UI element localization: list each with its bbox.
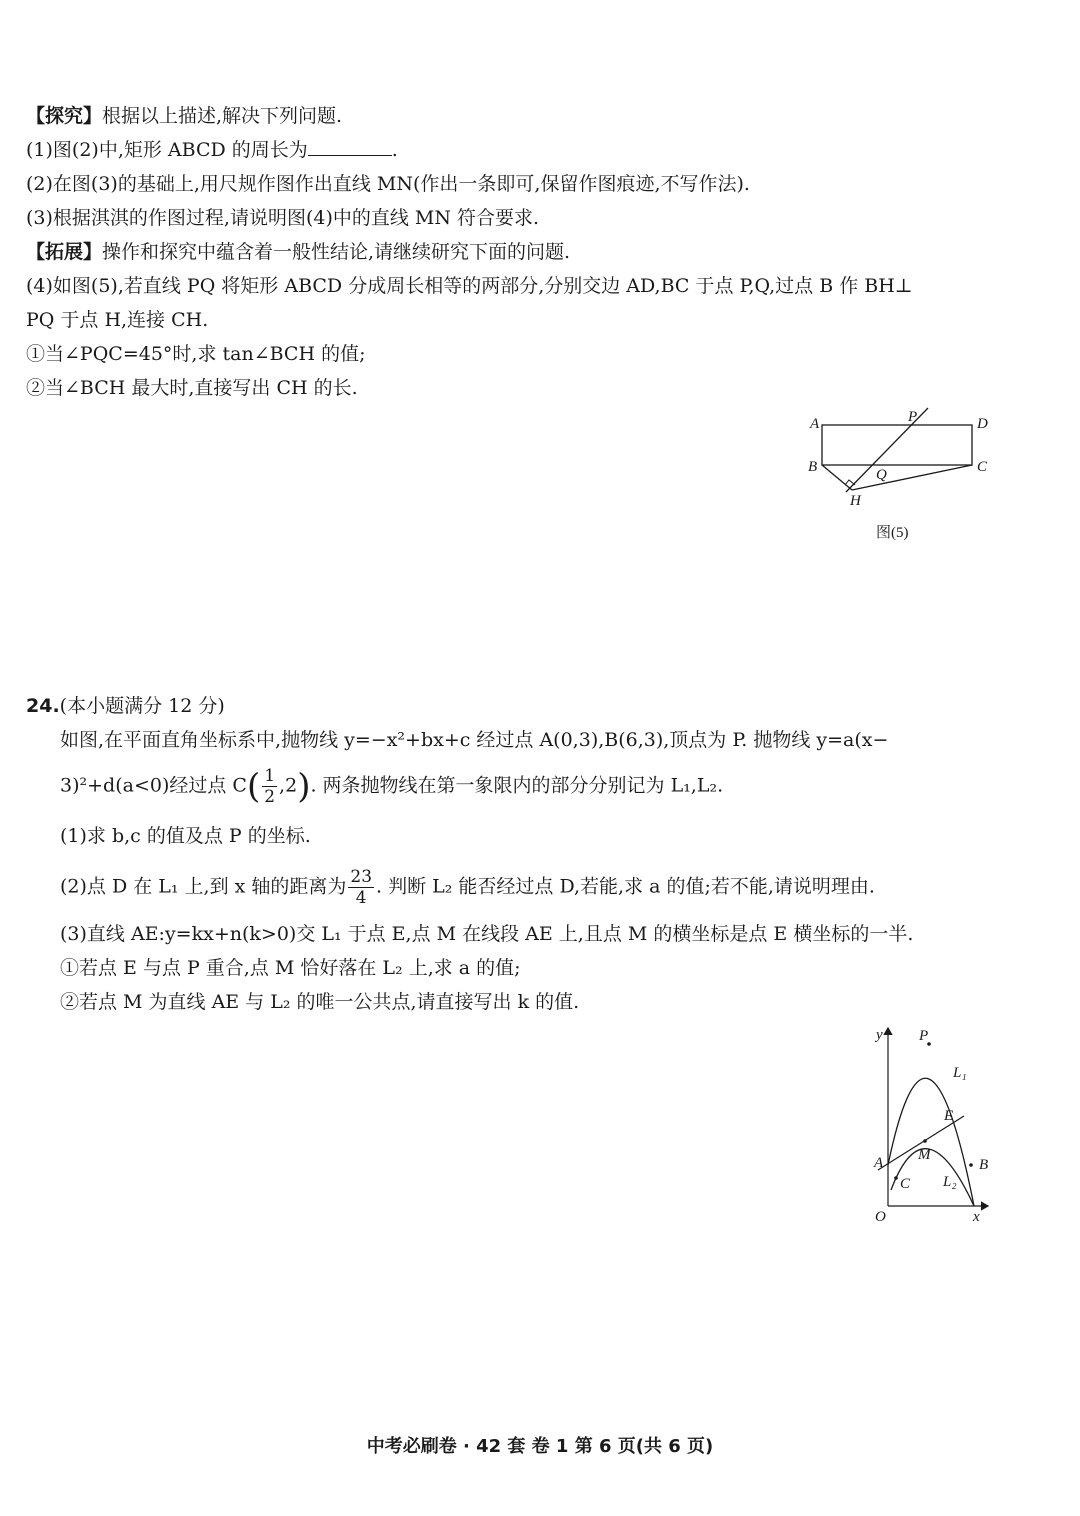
q24-stem2c: . 两条抛物线在第一象限内的部分分别记为 L₁,L₂. <box>310 774 724 797</box>
q24-part-3a: ①若点 E 与点 P 重合,点 M 恰好落在 L₂ 上,求 a 的值; <box>60 957 521 979</box>
q1-prefix: (1)图(2)中,矩形 ABCD 的周长为 <box>26 139 308 161</box>
label-b24: B <box>979 1157 989 1173</box>
point-c <box>894 1176 898 1180</box>
q24-stem2b: ,2 <box>279 774 298 797</box>
q24-score: (本小题满分 12 分) <box>59 695 225 717</box>
extend-intro-line <box>26 239 570 265</box>
point-b <box>969 1163 973 1167</box>
q24-part-3: (3)直线 AE:y=kx+n(k>0)交 L₁ 于点 E,点 M 在线段 AE 上,且点 M 的横坐标是点 E 横坐标的一半. <box>60 923 914 945</box>
q24-p2b: . 判断 L₂ 能否经过点 D,若能,求 a 的值;若不能,请说明理由. <box>376 875 875 898</box>
answer-blank <box>308 137 392 156</box>
right-paren: ) <box>297 766 311 807</box>
fraction-c-x <box>262 766 277 807</box>
label-p: P <box>908 409 918 425</box>
label-q: Q <box>876 467 887 483</box>
label-m: M <box>918 1147 931 1163</box>
q24-stem-line2 <box>60 766 723 807</box>
point-m <box>923 1139 927 1143</box>
label-c: C <box>977 459 988 475</box>
fraction-c-num: 1 <box>264 766 276 786</box>
extend-intro: 操作和探究中蕴含着一般性结论,请继续研究下面的问题. <box>102 241 571 263</box>
figure-5-caption: 图(5) <box>876 525 909 541</box>
label-h: H <box>850 493 861 509</box>
label-p24: P <box>919 1028 929 1044</box>
fraction-c-den: 2 <box>264 787 276 807</box>
question-2: (2)在图(3)的基础上,用尺规作图作出直线 MN(作出一条即可,保留作图痕迹,不写作法). <box>26 173 750 195</box>
question-4-line2: PQ 于点 H,连接 CH. <box>26 309 209 331</box>
rectangle-abcd <box>822 425 972 465</box>
q24-header <box>26 693 225 719</box>
fraction-d <box>348 867 374 908</box>
label-a24: A <box>874 1155 884 1171</box>
label-l2: L₂ <box>943 1174 957 1190</box>
label-d: D <box>977 416 988 432</box>
fraction-d-num: 23 <box>350 867 373 887</box>
label-a: A <box>810 416 820 432</box>
label-y: y <box>876 1027 883 1043</box>
page-footer: 中考必刷卷 · 42 套 卷 1 第 6 页(共 6 页) <box>366 1436 714 1457</box>
q24-stem-line1: 如图,在平面直角坐标系中,抛物线 y=−x²+bx+c 经过点 A(0,3),B(6,3),顶点为 P. 抛物线 y=a(x− <box>60 729 889 751</box>
q24-part-3b: ②若点 M 为直线 AE 与 L₂ 的唯一公共点,请直接写出 k 的值. <box>60 991 580 1013</box>
right-angle-mark <box>845 480 855 485</box>
label-e: E <box>944 1108 954 1124</box>
q24-number: 24. <box>26 695 60 717</box>
label-b: B <box>808 459 818 475</box>
question-4-line1: (4)如图(5),若直线 PQ 将矩形 ABCD 分成周长相等的两部分,分别交边 AD,BC 于点 P,Q,过点 B 作 BH⊥ <box>26 275 913 297</box>
q1-suffix: . <box>391 139 398 161</box>
label-o: O <box>875 1209 886 1225</box>
q24-stem2a: 3)²+d(a<0)经过点 C <box>60 774 247 797</box>
question-1 <box>26 137 398 163</box>
extend-tag: 【拓展】 <box>26 241 103 263</box>
segment-bh <box>822 465 852 490</box>
explore-intro-line <box>26 103 342 129</box>
q24-p2a: (2)点 D 在 L₁ 上,到 x 轴的距离为 <box>60 875 347 898</box>
q24-part-1: (1)求 b,c 的值及点 P 的坐标. <box>60 825 311 847</box>
explore-tag: 【探究】 <box>26 105 103 127</box>
fraction-d-den: 4 <box>355 888 367 908</box>
label-c24: C <box>900 1176 911 1192</box>
segment-ch <box>852 465 972 490</box>
figure-24 <box>860 1020 1000 1230</box>
label-l1: L₁ <box>953 1065 967 1081</box>
explore-intro: 根据以上描述,解决下列问题. <box>102 105 343 127</box>
label-x: x <box>973 1209 980 1225</box>
q24-part-2 <box>60 867 875 908</box>
left-paren: ( <box>246 766 261 807</box>
question-4-part-a: ①当∠PQC=45°时,求 tan∠BCH 的值; <box>26 343 366 365</box>
figure-5 <box>800 402 1000 547</box>
question-3: (3)根据淇淇的作图过程,请说明图(4)中的直线 MN 符合要求. <box>26 207 540 229</box>
question-4-part-b: ②当∠BCH 最大时,直接写出 CH 的长. <box>26 377 358 399</box>
